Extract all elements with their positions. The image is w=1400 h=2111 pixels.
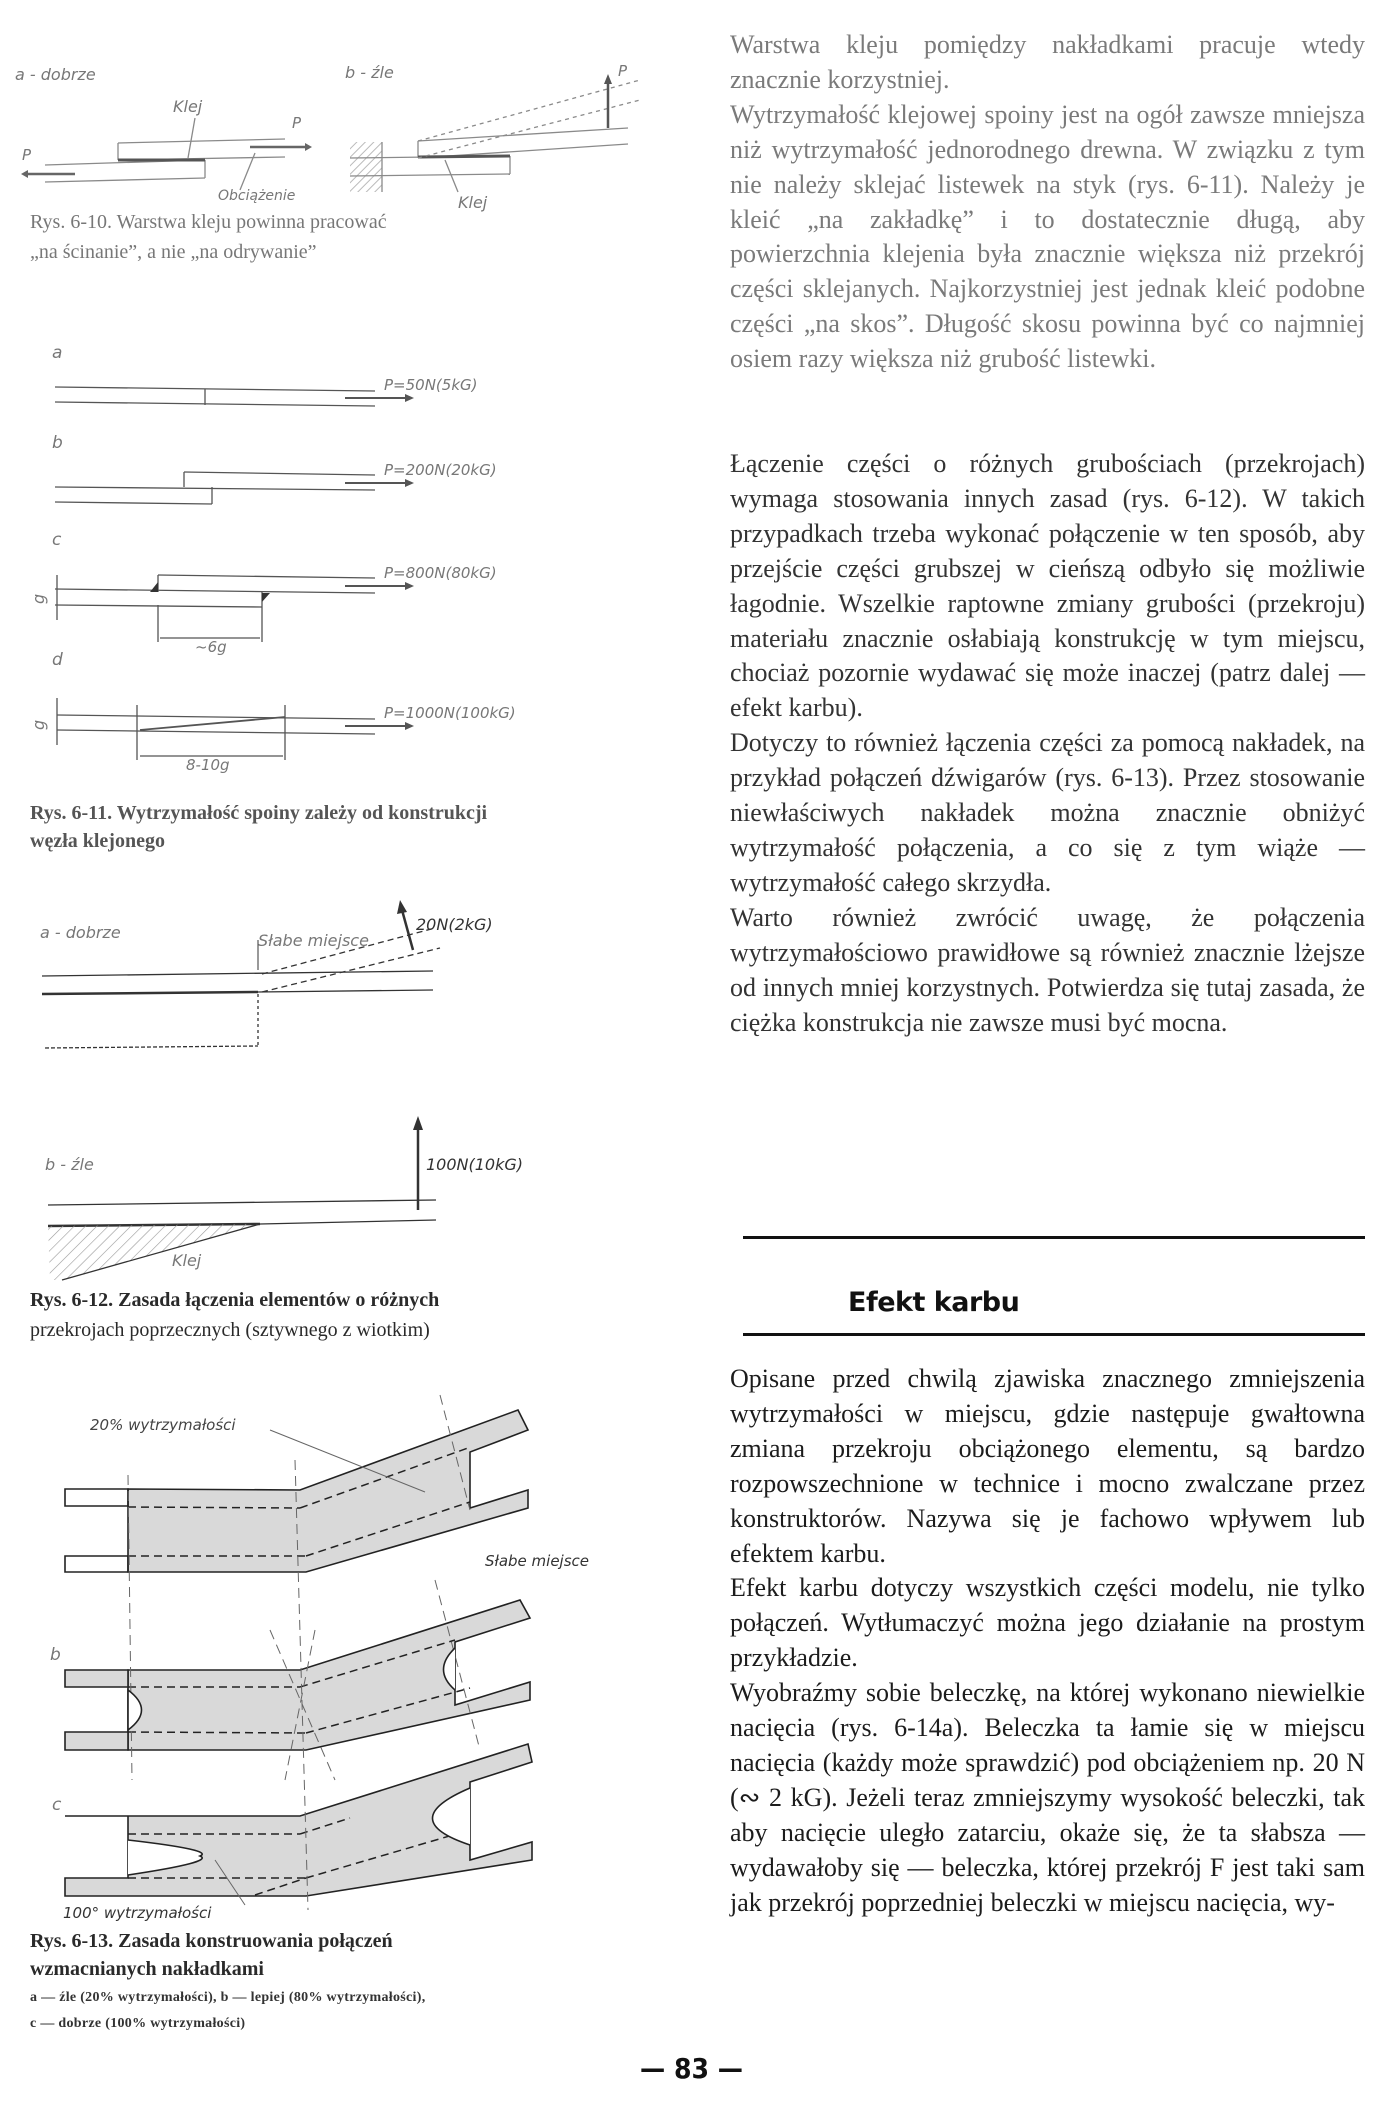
fig-6-12-label-a: a - dobrze	[40, 923, 121, 942]
fig-6-12-caption-line2	[30, 1315, 430, 1345]
fig-6-10-klej-b: Klej	[458, 193, 488, 212]
body-text-middle	[730, 447, 1365, 1040]
fig-6-10-klej-a: Klej	[173, 97, 203, 116]
fig-6-12-load-a: 20N(2kG)	[416, 915, 493, 934]
fig-6-11-load-d: P=1000N(100kG)	[384, 704, 516, 722]
fig-6-11-load-b: P=200N(20kG)	[384, 461, 497, 479]
fig-6-10-obciazenie: Obciążenie	[218, 188, 296, 204]
paragraph: Wytrzymałość klejowej spoiny jest na ogół zawsze mniejsza niż wytrzymałość jednorodnego drewna. W związku z tym nie należy sklejać listewek na styk (rys. 6-11). Należy je kleić „na zakładkę” i to dostatecznie długą, aby powierzchnia klejenia była znacznie większa niż przekrój części sklejanych. Najkorzystniej jest jednak kleić podobne części „na skos”. Długość skosu powinna być co najmniej osiem razy większa niż grubość listewki.	[730, 99, 1365, 374]
fig-6-12-load-b: 100N(10kG)	[426, 1155, 524, 1174]
body-text-top	[730, 28, 1365, 377]
fig-6-13-strength-20: 20% wytrzymałości	[90, 1416, 236, 1434]
section-divider-top	[743, 1236, 1365, 1239]
fig-6-13-legend-line1: a — źle (20% wytrzymałości), b — lepiej (80% wytrzymałości),	[30, 1990, 426, 2005]
fig-6-12-weak-spot: Słabe miejsce	[258, 931, 369, 950]
body-text-section	[730, 1362, 1365, 1921]
fig-6-13-caption-text: Rys. 6-13. Zasada konstruowania połączeń	[30, 1930, 393, 1952]
paragraph: Warto również zwrócić uwagę, że połączenia wytrzymałościowo prawidłowe są również znacznie lżejsze od innych mniej korzystnych. Potwierdza się tutaj zasada, że ciężka konstrukcja nie zawsze musi być mocna.	[730, 902, 1365, 1037]
fig-6-10-label-a: a - dobrze	[15, 65, 96, 84]
fig-6-12-caption-text: Rys. 6-12. Zasada łączenia elementów o różnych	[30, 1289, 440, 1311]
fig-6-11-load-a: P=50N(5kG)	[384, 376, 478, 394]
fig-6-12-klej: Klej	[172, 1251, 202, 1270]
figure-6-13	[0, 1390, 700, 1920]
figure-6-11	[0, 330, 700, 800]
fig-6-10-caption-line2: „na ścinanie”, a nie „na odrywanie”	[30, 241, 317, 263]
figure-6-12	[0, 870, 700, 1280]
fig-6-11-dim-g-c: g	[29, 593, 48, 604]
fig-6-13-caption-line2	[30, 1954, 264, 1984]
paragraph: Dotyczy to również łączenia części za pomocą nakładek, na przykład połączeń dźwigarów (rys. 6-13). Przez stosowanie niewłaściwych nakładek można znacznie obniżyć wytrzymałość połączenia, a co się z tym wiąże — wytrzymałość całego skrzydła.	[730, 728, 1365, 897]
fig-6-10-caption-line1: Rys. 6-10. Warstwa kleju powinna pracować	[30, 211, 387, 233]
fig-6-11-label-c: c	[52, 530, 62, 550]
fig-6-12-label-b: b - źle	[45, 1155, 94, 1174]
fig-6-10-p-up: P	[618, 62, 628, 80]
section-heading: Efekt karbu	[848, 1287, 1020, 1318]
fig-6-11-dim-g-d: g	[29, 719, 48, 730]
fig-6-11-label-a: a	[52, 343, 63, 363]
fig-6-10-p-left: P	[22, 146, 32, 164]
fig-6-11-caption-line2: węzła klejonego	[30, 830, 165, 852]
fig-6-13-caption-line1	[30, 1926, 393, 1956]
figure-6-10	[0, 40, 700, 212]
fig-6-11-label-b: b	[52, 433, 63, 453]
fig-6-11-dim-d: 8-10g	[186, 756, 230, 774]
fig-6-13-weak-spot: Słabe miejsce	[485, 1552, 590, 1570]
paragraph: Warstwa kleju pomiędzy nakładkami pracuje wtedy znacznie korzystniej.	[730, 30, 1365, 94]
fig-6-10-p-right: P	[292, 114, 302, 132]
fig-6-11-dim-c: ~6g	[195, 638, 227, 656]
fig-6-13-strength-100: 100° wytrzymałości	[63, 1904, 212, 1922]
fig-6-10-label-b: b - źle	[345, 63, 394, 82]
fig-6-11-caption-line1: Rys. 6-11. Wytrzymałość spoiny zależy od konstrukcji	[30, 802, 488, 824]
fig-6-11-load-c: P=800N(80kG)	[384, 564, 497, 582]
fig-6-13-label-c: c	[52, 1795, 62, 1815]
paragraph: Wyobraźmy sobie beleczkę, na której wykonano niewielkie nacięcia (rys. 6-14a). Beleczka ta łamie się w miejscu nacięcia (każdy może sprawdzić) pod obciążeniem np. 20 N (∾ 2 kG). Jeżeli teraz zmniejszymy wysokość beleczki, tak aby nacięcie uległo zatarciu, okaże się, że ta słabsza — wydawałoby się — beleczka, której przekrój F jest taki sam jak przekrój poprzedniej beleczki w miejscu nacięcia, wy-	[730, 1678, 1365, 1917]
paragraph: Opisane przed chwilą zjawiska znacznego zmniejszenia wytrzymałości w miejscu, gdzie następuje gwałtowna zmiana przekroju obciążonego elementu, są bardzo rozpowszechnione w technice i mocno zwalczane przez konstruktorów. Nazywa się je fachowo wpływem lub efektem karbu.	[730, 1364, 1365, 1568]
fig-6-13-legend-line2: c — dobrze (100% wytrzymałości)	[30, 2016, 246, 2031]
fig-6-12-caption-text2: przekrojach poprzecznych (sztywnego z wiotkim)	[30, 1319, 430, 1341]
fig-6-13-caption-text2: wzmacnianych nakładkami	[30, 1958, 264, 1980]
page-number: — 83 —	[640, 2052, 743, 2085]
fig-6-12-caption-line1	[30, 1285, 439, 1315]
paragraph: Łączenie części o różnych grubościach (przekrojach) wymaga stosowania innych zasad (rys. 6-12). W takich przypadkach trzeba wykonać połączenie w ten sposób, aby przejście części grubszej w cieńszą odbyło się możliwie łagodnie. Wszelkie raptowne zmiany grubości (przekroju) materiału znacznie osłabiają konstrukcję w tym miejscu, chociaż pozornie wydawać się może inaczej (patrz dalej — efekt karbu).	[730, 449, 1365, 723]
section-divider-bottom	[743, 1333, 1365, 1336]
fig-6-11-label-d: d	[52, 650, 63, 670]
fig-6-13-label-b: b	[50, 1645, 61, 1665]
paragraph: Efekt karbu dotyczy wszystkich części modelu, nie tylko połączeń. Wytłumaczyć można jego działanie na prostym przykładzie.	[730, 1573, 1365, 1673]
